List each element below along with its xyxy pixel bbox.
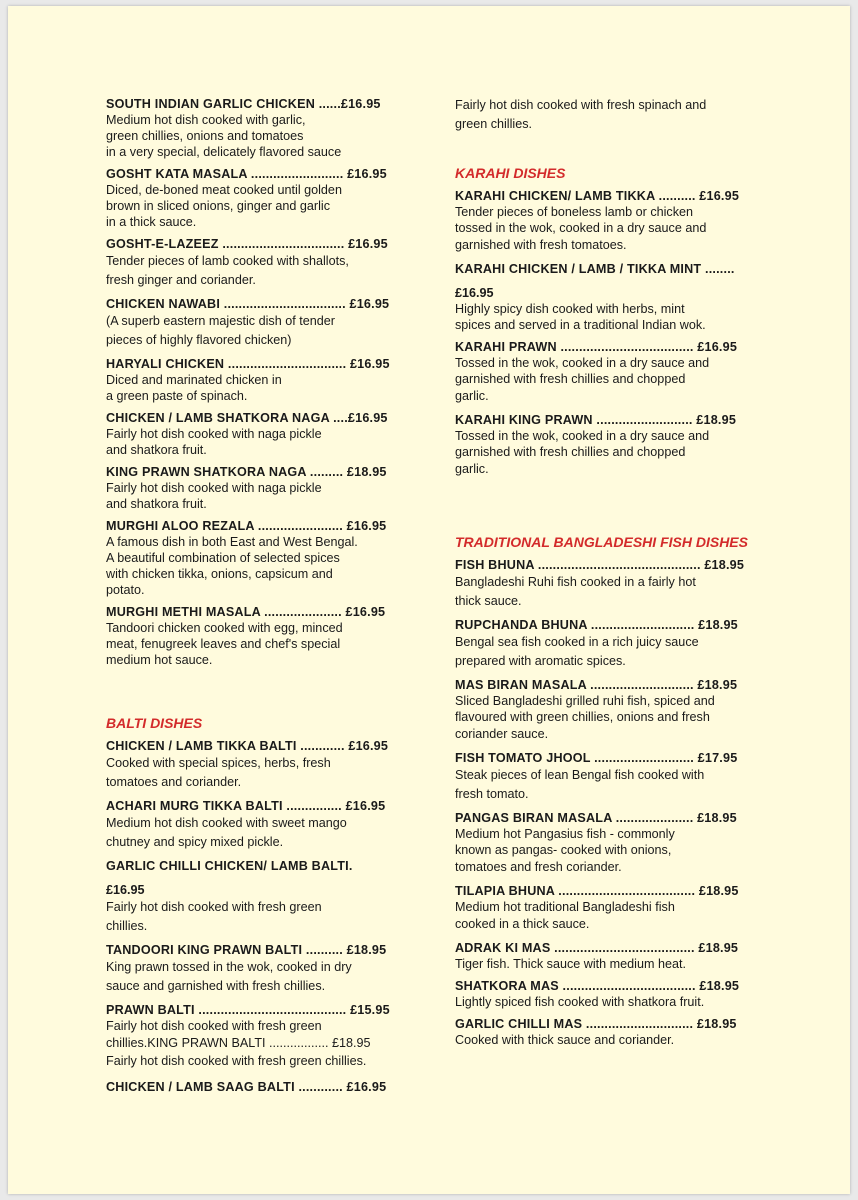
desc-line: coriander sauce. xyxy=(455,727,549,741)
saag-continued-description xyxy=(455,96,771,134)
item-title: KING PRAWN SHATKORA NAGA ......... £18.95 xyxy=(106,465,387,479)
desc-line: Tossed in the wok, cooked in a dry sauce and xyxy=(455,429,710,443)
item-title: CHICKEN / LAMB SAAG BALTI ............ £16.95 xyxy=(106,1080,387,1094)
desc-line: Fairly hot dish cooked with fresh spinach and xyxy=(455,98,707,112)
menu-item xyxy=(106,1079,416,1095)
item-title: CHICKEN / LAMB TIKKA BALTI ............ £16.95 xyxy=(106,739,389,753)
item-title: SHATKORA MAS .................................... £18.95 xyxy=(455,979,740,993)
right-column xyxy=(455,96,771,1054)
item-description xyxy=(455,956,771,972)
menu-item xyxy=(455,412,771,479)
desc-line: Diced and marinated chicken in xyxy=(106,373,282,387)
desc-line: Fairly hot dish cooked with fresh green chillies. xyxy=(106,1054,367,1068)
left-column xyxy=(106,96,416,1101)
desc-line: King prawn tossed in the wok, cooked in dry xyxy=(106,960,352,974)
desc-line: and shatkora fruit. xyxy=(106,443,207,457)
desc-line: Tender pieces of boneless lamb or chicken xyxy=(455,205,694,219)
item-title: KARAHI CHICKEN/ LAMB TIKKA .......... £16.95 xyxy=(455,189,740,203)
desc-line: Cooked with special spices, herbs, fresh xyxy=(106,756,331,770)
desc-line: Medium hot Pangasius fish - commonly xyxy=(455,827,675,841)
menu-item xyxy=(455,261,771,333)
item-description xyxy=(455,1032,771,1048)
item-title: TILAPIA BHUNA ..................................... £18.95 xyxy=(455,884,739,898)
desc-line: Medium hot dish cooked with garlic, xyxy=(106,113,306,127)
item-title: KARAHI CHICKEN / LAMB / TIKKA MINT ........ xyxy=(455,262,735,276)
menu-item xyxy=(455,339,771,406)
desc-line: garlic. xyxy=(455,389,489,403)
item-description xyxy=(106,112,416,160)
item-description xyxy=(106,620,416,668)
desc-line: Highly spicy dish cooked with herbs, mint xyxy=(455,302,685,316)
item-title: PRAWN BALTI ........................................ £15.95 xyxy=(106,1003,390,1017)
item-title: RUPCHANDA BHUNA ............................ £18.95 xyxy=(455,618,738,632)
desc-line: Sliced Bangladeshi grilled ruhi fish, spiced and xyxy=(455,694,715,708)
desc-line: flavoured with green chillies, onions and fresh xyxy=(455,710,710,724)
item-description xyxy=(106,372,416,404)
menu-item xyxy=(455,677,771,744)
desc-line: in a thick sauce. xyxy=(106,215,197,229)
desc-line: A beautiful combination of selected spices xyxy=(106,551,340,565)
desc-line: Bengal sea fish cooked in a rich juicy sauce xyxy=(455,635,699,649)
desc-line: Fairly hot dish cooked with fresh green xyxy=(106,1019,322,1033)
item-title: MURGHI METHI MASALA ..................... £16.95 xyxy=(106,605,386,619)
item-title: SOUTH INDIAN GARLIC CHICKEN ......£16.95 xyxy=(106,97,381,111)
desc-line: pieces of highly flavored chicken) xyxy=(106,333,292,347)
item-title: KARAHI PRAWN .................................... £16.95 xyxy=(455,340,738,354)
item-title: KARAHI KING PRAWN .......................... £18.95 xyxy=(455,413,737,427)
menu-item xyxy=(106,858,416,936)
item-description xyxy=(455,994,771,1010)
desc-line: spices and served in a traditional Indian wok. xyxy=(455,318,706,332)
section-title-fish: TRADITIONAL BANGLADESHI FISH DISHES xyxy=(455,534,748,550)
item-description xyxy=(106,754,416,792)
item-title: CHICKEN / LAMB SHATKORA NAGA ....£16.95 xyxy=(106,411,388,425)
desc-line: prepared with aromatic spices. xyxy=(455,654,626,668)
item-description xyxy=(106,534,416,598)
desc-line: garnished with fresh tomatoes. xyxy=(455,238,627,252)
menu-item xyxy=(455,617,771,671)
desc-line: a green paste of spinach. xyxy=(106,389,248,403)
item-description xyxy=(106,1018,416,1069)
item-title: ACHARI MURG TIKKA BALTI ............... £16.95 xyxy=(106,799,386,813)
desc-line: chillies.KING PRAWN BALTI ................. £18.95 xyxy=(106,1036,371,1050)
item-title: GARLIC CHILLI CHICKEN/ LAMB BALTI. xyxy=(106,859,353,873)
item-description xyxy=(455,301,771,333)
item-description xyxy=(455,766,771,804)
menu-item xyxy=(106,1002,416,1069)
item-title: TANDOORI KING PRAWN BALTI .......... £18.95 xyxy=(106,943,387,957)
desc-line: known as pangas- cooked with onions, xyxy=(455,843,672,857)
menu-item xyxy=(106,410,416,458)
item-price: £16.95 xyxy=(455,286,494,300)
desc-line: brown in sliced onions, ginger and garlic xyxy=(106,199,331,213)
desc-line: green chillies, onions and tomatoes xyxy=(106,129,304,143)
item-description xyxy=(455,204,771,255)
desc-line: chutney and spicy mixed pickle. xyxy=(106,835,284,849)
menu-item xyxy=(455,810,771,877)
desc-line: garnished with fresh chillies and chopped xyxy=(455,372,686,386)
desc-line: Fairly hot dish cooked with naga pickle xyxy=(106,427,322,441)
item-title: GARLIC CHILLI MAS ............................. £18.95 xyxy=(455,1017,737,1031)
desc-line: Lightly spiced fish cooked with shatkora fruit. xyxy=(455,995,705,1009)
menu-item xyxy=(455,188,771,255)
desc-line: cooked in a thick sauce. xyxy=(455,917,590,931)
desc-line: Fairly hot dish cooked with fresh green xyxy=(106,900,322,914)
desc-line: tomatoes and fresh coriander. xyxy=(455,860,622,874)
item-description xyxy=(455,428,771,479)
desc-line: chillies. xyxy=(106,919,148,933)
item-title: MURGHI ALOO REZALA ....................... £16.95 xyxy=(106,519,387,533)
item-title: FISH BHUNA ............................................ £18.95 xyxy=(455,558,745,572)
item-description xyxy=(106,958,416,996)
desc-line: meat, fenugreek leaves and chef's special xyxy=(106,637,341,651)
desc-line: in a very special, delicately flavored sauce xyxy=(106,145,342,159)
desc-line: Cooked with thick sauce and coriander. xyxy=(455,1033,675,1047)
desc-line: green chillies. xyxy=(455,117,533,131)
desc-line: with chicken tikka, onions, capsicum and xyxy=(106,567,333,581)
item-description xyxy=(106,182,416,230)
menu-item xyxy=(455,750,771,804)
menu-item xyxy=(106,166,416,230)
desc-line: Tender pieces of lamb cooked with shallots, xyxy=(106,254,349,268)
item-description xyxy=(455,899,771,934)
item-description xyxy=(455,355,771,406)
desc-line: Tossed in the wok, cooked in a dry sauce and xyxy=(455,356,710,370)
menu-page xyxy=(8,6,850,1194)
menu-item xyxy=(106,738,416,792)
menu-item xyxy=(455,940,771,972)
menu-item xyxy=(455,883,771,934)
desc-line: potato. xyxy=(106,583,145,597)
main-dishes-list xyxy=(106,96,416,668)
desc-line: Tiger fish. Thick sauce with medium heat. xyxy=(455,957,686,971)
item-description xyxy=(106,480,416,512)
desc-line: thick sauce. xyxy=(455,594,522,608)
desc-line: medium hot sauce. xyxy=(106,653,213,667)
item-price: £16.95 xyxy=(106,883,145,897)
item-title: CHICKEN NAWABI ................................. £16.95 xyxy=(106,297,390,311)
item-title: HARYALI CHICKEN ................................ £16.95 xyxy=(106,357,390,371)
desc-line: tomatoes and coriander. xyxy=(106,775,242,789)
desc-line: Fairly hot dish cooked with naga pickle xyxy=(106,481,322,495)
item-description xyxy=(106,312,416,350)
menu-item xyxy=(106,942,416,996)
menu-item xyxy=(106,296,416,350)
menu-item xyxy=(106,356,416,404)
item-description xyxy=(106,426,416,458)
menu-item xyxy=(455,557,771,611)
menu-item xyxy=(106,798,416,852)
item-description xyxy=(106,814,416,852)
desc-line: A famous dish in both East and West Bengal. xyxy=(106,535,358,549)
menu-item xyxy=(106,518,416,598)
desc-line: and shatkora fruit. xyxy=(106,497,207,511)
menu-item xyxy=(106,96,416,160)
menu-item xyxy=(106,604,416,668)
item-title: FISH TOMATO JHOOL ........................... £17.95 xyxy=(455,751,738,765)
item-title: GOSHT KATA MASALA ......................... £16.95 xyxy=(106,167,387,181)
item-description xyxy=(106,252,416,290)
desc-line: sauce and garnished with fresh chillies. xyxy=(106,979,326,993)
menu-item xyxy=(455,978,771,1010)
menu-item xyxy=(106,236,416,290)
desc-line: Bangladeshi Ruhi fish cooked in a fairly hot xyxy=(455,575,696,589)
item-title: ADRAK KI MAS ...................................... £18.95 xyxy=(455,941,739,955)
menu-item xyxy=(455,1016,771,1048)
item-description xyxy=(455,693,771,744)
item-description xyxy=(455,826,771,877)
desc-line: Medium hot traditional Bangladeshi fish xyxy=(455,900,675,914)
item-title: GOSHT-E-LAZEEZ ................................. £16.95 xyxy=(106,237,388,251)
item-description xyxy=(106,898,416,936)
desc-line: fresh tomato. xyxy=(455,787,529,801)
desc-line: garlic. xyxy=(455,462,489,476)
desc-line: garnished with fresh chillies and chopped xyxy=(455,445,686,459)
item-title: PANGAS BIRAN MASALA ..................... £18.95 xyxy=(455,811,737,825)
desc-line: Diced, de-boned meat cooked until golden xyxy=(106,183,342,197)
section-title-balti: BALTI DISHES xyxy=(106,715,203,731)
section-title-karahi: KARAHI DISHES xyxy=(455,165,566,181)
item-description xyxy=(455,633,771,671)
item-title: MAS BIRAN MASALA ............................ £18.95 xyxy=(455,678,738,692)
desc-line: Medium hot dish cooked with sweet mango xyxy=(106,816,347,830)
desc-line: fresh ginger and coriander. xyxy=(106,273,256,287)
menu-item xyxy=(106,464,416,512)
desc-line: Tandoori chicken cooked with egg, minced xyxy=(106,621,343,635)
desc-line: tossed in the wok, cooked in a dry sauce and xyxy=(455,221,707,235)
item-description xyxy=(455,573,771,611)
desc-line: Steak pieces of lean Bengal fish cooked with xyxy=(455,768,705,782)
desc-line: (A superb eastern majestic dish of tender xyxy=(106,314,335,328)
